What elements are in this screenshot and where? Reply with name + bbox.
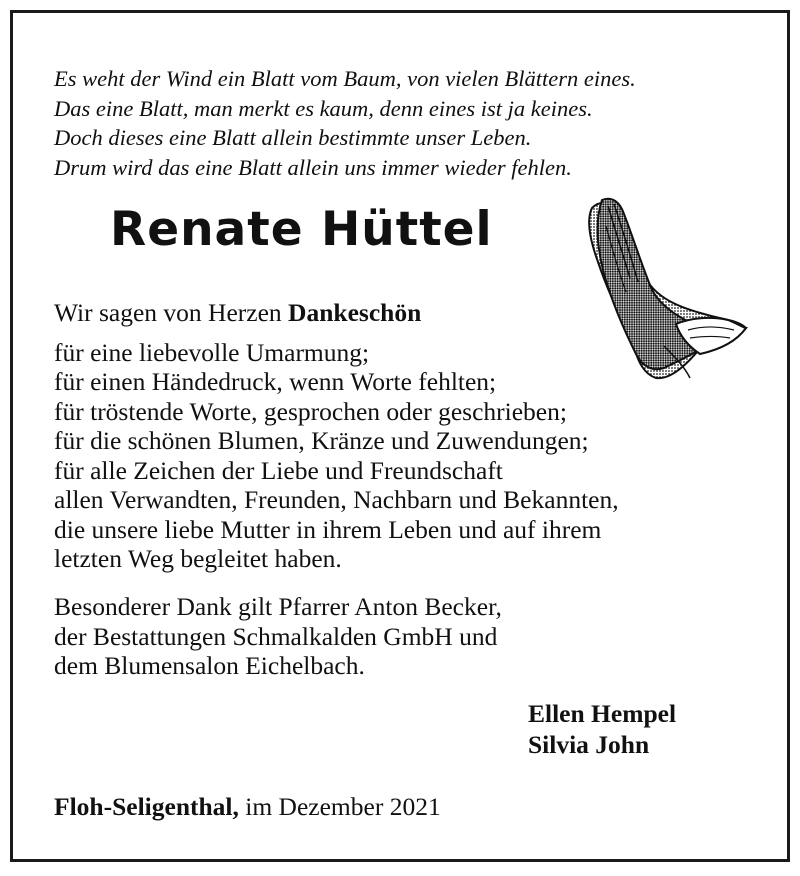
poem (54, 64, 754, 182)
thanks-line: allen Verwandten, Freunden, Nachbarn und Bekannten, (54, 485, 619, 514)
poem-line: Doch dieses eine Blatt allein bestimmte unser Leben. (54, 125, 532, 150)
poem-line: Drum wird das eine Blatt allein uns immer wieder fehlen. (54, 154, 572, 180)
thanks-line: für tröstende Worte, gesprochen oder geschrieben; (54, 396, 567, 426)
place: Floh-Seligenthal, (54, 792, 239, 821)
signer-name: Silvia John (528, 730, 650, 759)
special-thanks (54, 592, 744, 681)
thanks-section (54, 298, 744, 574)
special-thanks-line: Besonderer Dank gilt Pfarrer Anton Becker, (54, 592, 502, 621)
poem-line: Es weht der Wind ein Blatt vom Baum, von vielen Blättern eines. (54, 66, 636, 91)
special-thanks-line: der Bestattungen Schmalkalden GmbH und (54, 621, 498, 651)
special-thanks-line: dem Blumensalon Eichelbach. (54, 651, 365, 680)
deceased-name: Renate Hüttel (110, 202, 493, 257)
thanks-line: für alle Zeichen der Liebe und Freundschaft (54, 455, 503, 485)
thanks-line: für einen Händedruck, wenn Worte fehlten; (54, 367, 497, 396)
date: im Dezember 2021 (238, 792, 441, 821)
thanks-intro-text: Wir sagen von Herzen (54, 298, 289, 327)
thanks-intro (54, 298, 744, 328)
signers (528, 698, 676, 760)
thanks-line: für die schönen Blumen, Kränze und Zuwendungen; (54, 426, 589, 455)
thanks-line: für eine liebevolle Umarmung; (54, 337, 370, 367)
place-date (54, 792, 441, 822)
poem-line: Das eine Blatt, man merkt es kaum, denn eines ist ja keines. (54, 95, 593, 121)
thanks-intro-emphasis: Dankeschön (288, 298, 422, 327)
thanks-line: letzten Weg begleitet haben. (54, 544, 342, 573)
signer-name: Ellen Hempel (528, 699, 677, 728)
thanks-line: die unsere liebe Mutter in ihrem Leben und auf ihrem (54, 514, 602, 544)
